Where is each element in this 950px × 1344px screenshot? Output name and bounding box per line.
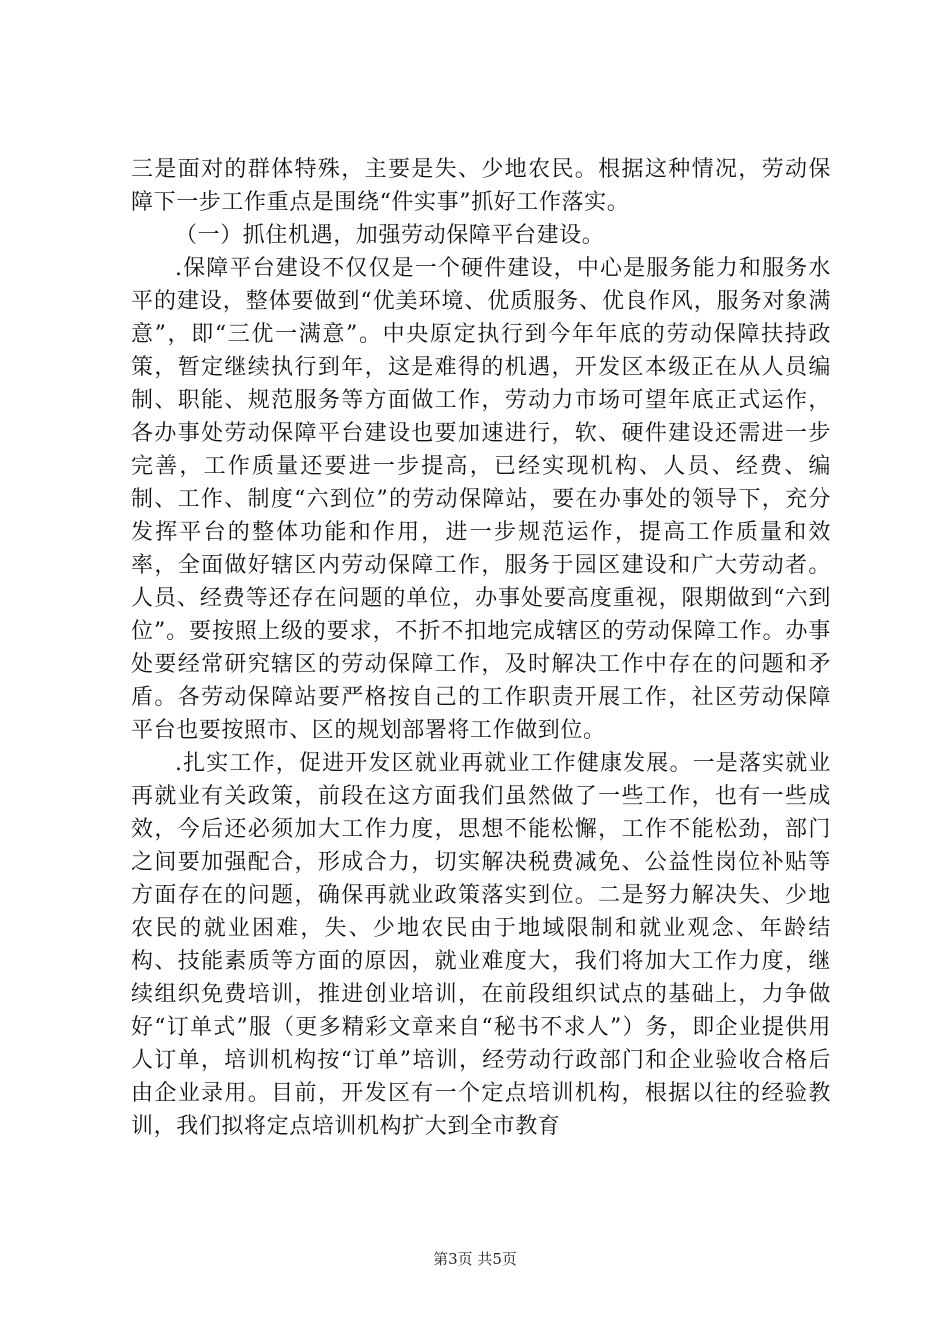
paragraph-employment: .扎实工作，促进开发区就业再就业工作健康发展。一是落实就业再就业有关政策，前段在这方面我们虽然做了一些工作，也有一些成效，今后还必须加大工作力度，思想不能松懈，工作不能松劲，部门之间要加强配合，形成合力，切实解决税费减免、公益性岗位补贴等方面存在的问题，确保再就业政策落实到位。二是努力解决失、少地农民的就业困难，失、少地农民由于地域限制和就业观念、年龄结构、技能素质等方面的原因，就业难度大，我们将加大工作力度，继续组织免费培训，推进创业培训，在前段组织试点的基础上，力争做好“订单式”服（更多精彩文章来自“秘书不求人”）务，即企业提供用人订单，培训机构按“订单”培训，经劳动行政部门和企业验收合格后由企业录用。目前，开发区有一个定点培训机构，根据以往的经验教训，我们拟将定点培训机构扩大到全市教育 bbox=[131, 751, 831, 1139]
document-body bbox=[131, 153, 831, 1143]
page-number-footer: 第3页 共5页 bbox=[433, 1250, 517, 1268]
paragraph-platform: .保障平台建设不仅仅是一个硬件建设，中心是服务能力和服务水平的建设，整体要做到“优美环境、优质服务、优良作风，服务对象满意”，即“三优一满意”。中央原定执行到今年年底的劳动保障扶持政策，暂定继续执行到年，这是难得的机遇，开发区本级正在从人员编制、职能、规范服务等方面做工作，劳动力市场可望年底正式运作，各办事处劳动保障平台建设也要加速进行，软、硬件建设还需进一步完善，工作质量还要进一步提高，已经实现机构、人员、经费、编制、工作、制度“六到位”的劳动保障站，要在办事处的领导下，充分发挥平台的整体功能和作用，进一步规范运作，提高工作质量和效率，全面做好辖区内劳动保障工作，服务于园区建设和广大劳动者。人员、经费等还存在问题的单位，办事处要高度重视，限期做到“六到位”。要按照上级的要求，不折不扣地完成辖区的劳动保障工作。办事处要经常研究辖区的劳动保障工作，及时解决工作中存在的问题和矛盾。各劳动保障站要严格按自己的工作职责开展工作，社区劳动保障平台也要按照市、区的规划部署将工作做到位。 bbox=[131, 256, 831, 743]
section-heading: （一）抓住机遇，加强劳动保障平台建设。 bbox=[175, 223, 605, 248]
paragraph-intro: 三是面对的群体特殊，主要是失、少地农民。根据这种情况，劳动保障下一步工作重点是围绕“件实事”抓好工作落实。 bbox=[131, 157, 831, 215]
